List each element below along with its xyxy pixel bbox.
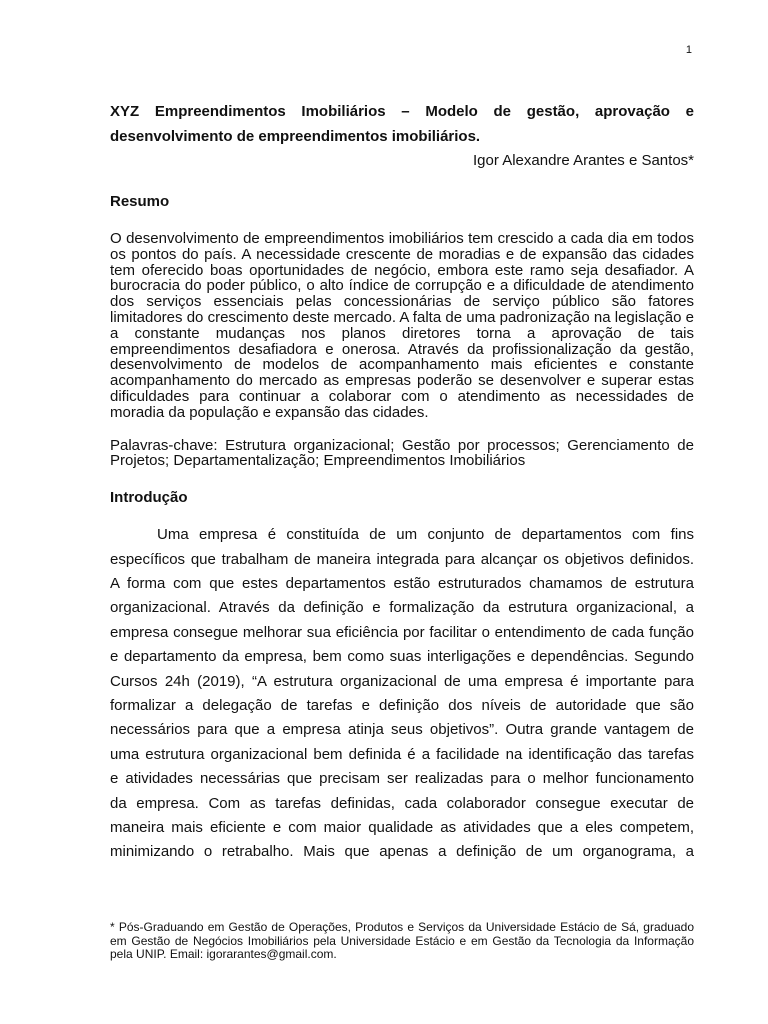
page-number: 1 xyxy=(685,44,692,56)
keywords: Palavras-chave: Estrutura organizacional; Gestão por processos; Gerenciamento de Projetos; Departamentalização; Empreendimentos Imobiliários xyxy=(110,436,694,470)
intro-line: da empresa. Com as tarefas definidas, cada colaborador consegue executar de xyxy=(110,794,694,812)
intro-line: formalizar a delegação de tarefas e definição dos níveis de autoridade que são xyxy=(110,697,694,714)
intro-line: maneira mais eficiente e com maior qualidade as atividades que a eles competem, xyxy=(110,819,694,837)
abstract-heading: Resumo xyxy=(110,193,170,210)
document-title: XYZ Empreendimentos Imobiliários – Modelo de gestão, aprovação e desenvolvimento de empreendimentos imobiliários. xyxy=(110,103,694,145)
intro-line: Uma empresa é constituída de um conjunto de departamentos com fins xyxy=(157,526,694,544)
abstract-text: O desenvolvimento de empreendimentos imobiliários tem crescido a cada dia em todos os pontos do país. A necessidade crescente de moradias e de expansão das cidades tem oferecido boas oportunidades de negócio, embora este ramo seja desafiador. A burocracia do poder público, o alto índice de corrupção e a dificuldade de atendimento dos serviços essenciais pelas concessionárias de serviço público são fatores limitadores do crescimento deste mercado. A falta de uma padronização na legislação e a constante mudanças nos planos diretores torna a aprovação de tais empreendimentos desafiadora e onerosa. Através da profissionalização da gestão, desenvolvimento de modelos de acompanhamento mais eficientes e constante acompanhamento do mercado as empresas poderão se desenvolver e superar estas dificuldades para continuar a colaborar com o atendimento as necessidades de moradia da população e expansão das cidades. xyxy=(110,230,694,421)
author-name: Igor Alexandre Arantes e Santos* xyxy=(473,152,694,169)
footnote: * Pós-Graduando em Gestão de Operações, Produtos e Serviços da Universidade Estácio de Sá, graduado em Gestão de Negócios Imobiliários pela Universidade Estácio e em Gestão da Tecnologia da Informação pela UNIP. Email: igorarantes@gmail.com. xyxy=(110,920,694,961)
document-body xyxy=(110,100,694,865)
intro-line: específicos que trabalham de maneira integrada para alcançar os objetivos definidos. xyxy=(110,550,694,568)
intro-line: necessários para que a empresa atinja seus objetivos”. Outra grande vantagem de xyxy=(110,721,694,739)
intro-line: Cursos 24h (2019), “A estrutura organizacional de uma empresa é importante para xyxy=(110,672,694,690)
intro-line: uma estrutura organizacional bem definida é a facilidade na identificação das tarefas xyxy=(110,745,694,763)
intro-line: empresa consegue melhorar sua eficiência por facilitar o entendimento de cada função xyxy=(110,623,694,641)
intro-paragraph xyxy=(110,523,694,865)
intro-line: organizacional. Através da definição e formalização da estrutura organizacional, a xyxy=(110,599,694,617)
intro-heading: Introdução xyxy=(110,489,188,507)
intro-line: A forma com que estes departamentos estão estruturados chamamos de estrutura xyxy=(110,574,694,592)
intro-line: e atividades necessárias que precisam ser realizadas para o melhor funcionamento xyxy=(110,770,694,788)
intro-line: minimizando o retrabalho. Mais que apenas a definição de um organograma, a xyxy=(110,843,694,861)
intro-line: e departamento da empresa, bem como suas interligações e dependências. Segundo xyxy=(110,648,694,666)
